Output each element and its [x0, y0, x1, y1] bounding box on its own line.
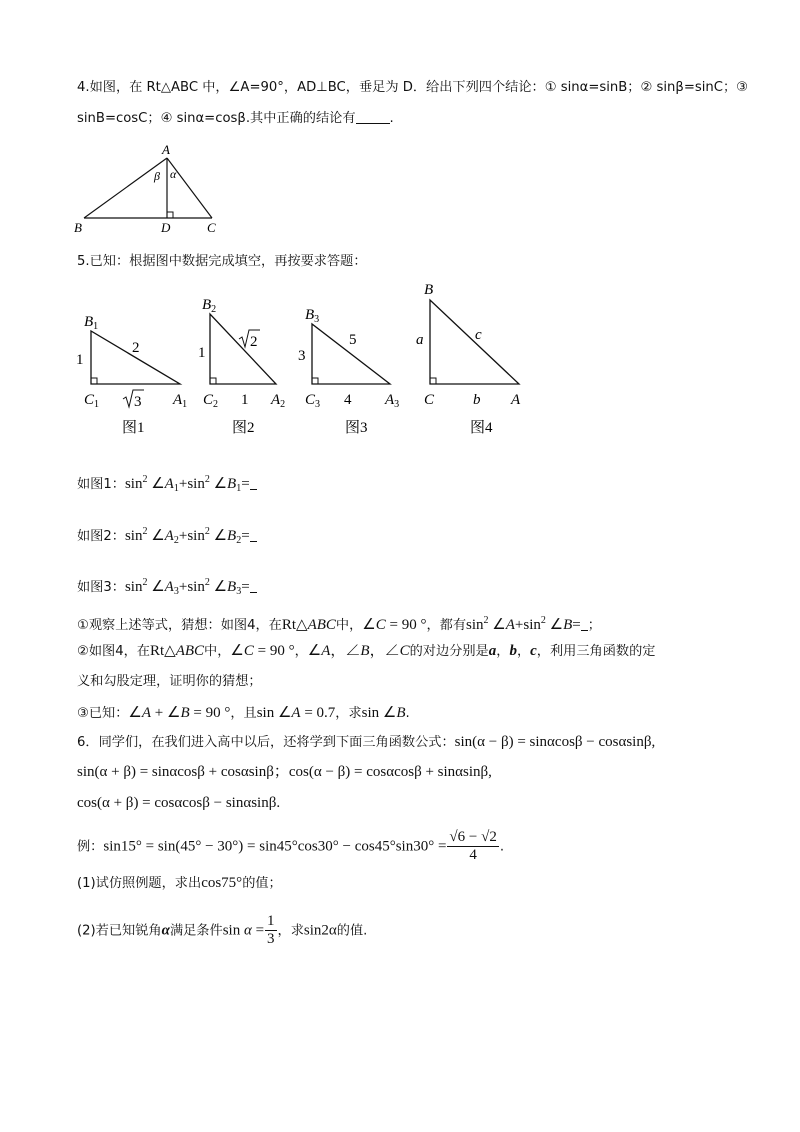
- q5-fig2-side-vertical: 1: [198, 345, 206, 361]
- q5-fig4-side-base: b: [473, 392, 481, 408]
- q4-line-2: [77, 109, 394, 129]
- q5-figure-3: [298, 307, 399, 436]
- q5-fig4-vertex-left: C: [424, 392, 435, 408]
- q5-fig3-vertex-left: $C_3$: [305, 392, 321, 410]
- q4-label-alpha: α: [170, 167, 177, 181]
- q5-fig1-vertex-right: $A_1$: [173, 392, 188, 410]
- q5-fig1-side-base: [123, 390, 144, 410]
- q5-fig3-side-hyp: 5: [349, 332, 357, 348]
- q5-fig4-caption: 图4: [470, 420, 493, 436]
- q4-label-d: D: [161, 220, 171, 235]
- q5-fill-2-expr: $\sin^2$ $\angle A_2+\sin^2$ $\angle B_2=$: [124, 526, 250, 546]
- q5-fill-2: [77, 522, 257, 551]
- q5-fig4-side-vertical: a: [416, 332, 424, 348]
- q5-fig2-side-base: 1: [241, 392, 249, 408]
- q5-fig2-caption: 图2: [232, 420, 255, 436]
- q5-fig4-side-hyp: c: [475, 327, 482, 343]
- q4-line-1: 4.如图，在 Rt△ABC 中，∠A=90°，AD⊥BC，垂足为 D．给出下列四个结论：① sinα=sinB；② sinβ=sinC；③: [77, 80, 748, 95]
- q5-fill-1: [77, 470, 257, 499]
- q5-fill-2-prefix: 如图2：: [77, 529, 125, 544]
- q5-fig1-side-vertical: 1: [76, 352, 84, 368]
- q5-fill-3-blank: [250, 579, 257, 593]
- q5-fill-1-prefix: 如图1：: [77, 477, 125, 492]
- q5-fig2-right-angle: [210, 378, 216, 384]
- q5-fill-3-expr: $\sin^2$ $\angle A_3+\sin^2$ $\angle B_3=$: [124, 577, 250, 597]
- q5-fig4-vertex-right: A: [511, 392, 521, 408]
- q5-fig3-right-angle: [312, 378, 318, 384]
- q5-fig1-vertex-top: $B_1$: [84, 314, 99, 332]
- q4-right-angle-mark: [167, 212, 173, 218]
- q5-fig1-vertex-left: $C_1$: [84, 392, 100, 410]
- q6-formula-3: cos(α + β) = cosαcosβ − sinαsinβ.: [77, 795, 281, 811]
- q6-sub-2-fraction: $\frac{1}{3}$: [267, 913, 275, 947]
- q6-example: 例：sin15° = sin(45° − 30°) = sin45°cos30° − cos45°sin30° = $\frac{√6 - √2}{4}$ .: [77, 829, 505, 863]
- q6-example-prefix: 例：: [77, 839, 104, 855]
- q4-label-b: B: [74, 220, 82, 235]
- q5-fig2-vertex-top: $B_2$: [202, 297, 217, 315]
- q5-fill-1-blank: [250, 476, 257, 490]
- q5-fig2-vertex-left: $C_2$: [203, 392, 219, 410]
- q4-label-a: A: [162, 142, 170, 157]
- q5-fig1-caption: 图1: [122, 420, 145, 436]
- q5-fig3-side-vertical: 3: [298, 348, 306, 364]
- q6-example-fraction: $\frac{√6 - √2}{4}$: [449, 829, 497, 863]
- q5-fig4-right-angle: [430, 378, 436, 384]
- q5-fig3-caption: 图3: [345, 420, 368, 436]
- q6-formula-1: sin(α − β) = sinαcosβ − cosαsinβ,: [454, 734, 656, 750]
- q5-fig3-side-base: 4: [344, 392, 352, 408]
- q5-fig2-side-hyp: [239, 330, 260, 350]
- q5-fig1-right-angle: [91, 378, 97, 384]
- q6-sub-1: (1)试仿照例题，求出cos75°的值；: [77, 875, 282, 891]
- q5-figure-2: [198, 297, 285, 436]
- q4-label-c: C: [207, 220, 216, 235]
- q5-fill-3-prefix: 如图3：: [77, 580, 125, 595]
- q6-intro-text: 6．同学们，在我们进入高中以后，还将学到下面三角函数公式：: [77, 735, 455, 750]
- q4-answer-blank: [356, 110, 390, 124]
- q5-part-3: ③已知：∠A + ∠B = 90 °，且sin ∠A = 0.7，求sin ∠B.: [77, 705, 410, 721]
- q5-part-1-blank: [581, 617, 588, 631]
- q6-intro: [77, 732, 655, 753]
- q5-figures: [70, 276, 540, 440]
- q4-line-2-text: sinB=cosC；④ sinα=cosβ.其中正确的结论有: [77, 111, 356, 126]
- q5-fill-3: [77, 573, 257, 602]
- q5-figure-1: [76, 314, 187, 436]
- q6-example-expr: sin15° = sin(45° − 30°) = sin45°cos30° − cos45°sin30° =: [103, 838, 447, 855]
- q5-fig1-triangle: [91, 331, 180, 384]
- q5-fig1-base-value: 3: [134, 394, 142, 410]
- q6-formula-2: sin(α + β) = sinαcosβ + cosαsinβ；cos(α − β) = cosαcosβ + sinαsinβ,: [77, 764, 492, 780]
- q5-fill-2-blank: [250, 528, 257, 542]
- q4-side-ab: [84, 158, 167, 218]
- q5-part-2-line-2: 义和勾股定理，证明你的猜想；: [77, 674, 262, 689]
- q5-part-2: ②如图4，在Rt△ABC中，∠C = 90 °，∠A，∠B，∠C的对边分别是a，b，c，利用三角函数的定: [77, 643, 656, 659]
- q4-triangle-figure: [70, 140, 235, 238]
- q5-fill-1-expr: $\sin^2$ $\angle A_1+\sin^2$ $\angle B_1=$: [124, 474, 250, 494]
- q5-fig2-triangle: [210, 314, 276, 384]
- q4-line-2-end: .: [389, 111, 394, 126]
- q5-fig2-vertex-right: $A_2$: [271, 392, 286, 410]
- q6-sub-2: (2)若已知锐角α满足条件sin α = $\frac{1}{3}$ ，求sin2α的值.: [77, 913, 368, 947]
- q5-fig1-side-hyp: 2: [132, 340, 140, 356]
- q5-part-1: ①观察上述等式，猜想：如图4，在Rt△ABC中，∠C = 90 °，都有$\sin^2$ $\angle A+\sin^2$ ∠B= ；: [77, 615, 601, 633]
- q5-fig3-vertex-top: $B_3$: [305, 307, 320, 325]
- q5-fig4-vertex-top: B: [424, 282, 434, 298]
- q5-fig3-vertex-right: $A_3$: [385, 392, 400, 410]
- q5-intro: 5.已知：根据图中数据完成填空，再按要求答题：: [77, 254, 367, 269]
- q5-figure-4: [416, 282, 521, 436]
- q4-label-beta: β: [154, 169, 160, 183]
- q5-fig2-hyp-value: 2: [250, 334, 258, 350]
